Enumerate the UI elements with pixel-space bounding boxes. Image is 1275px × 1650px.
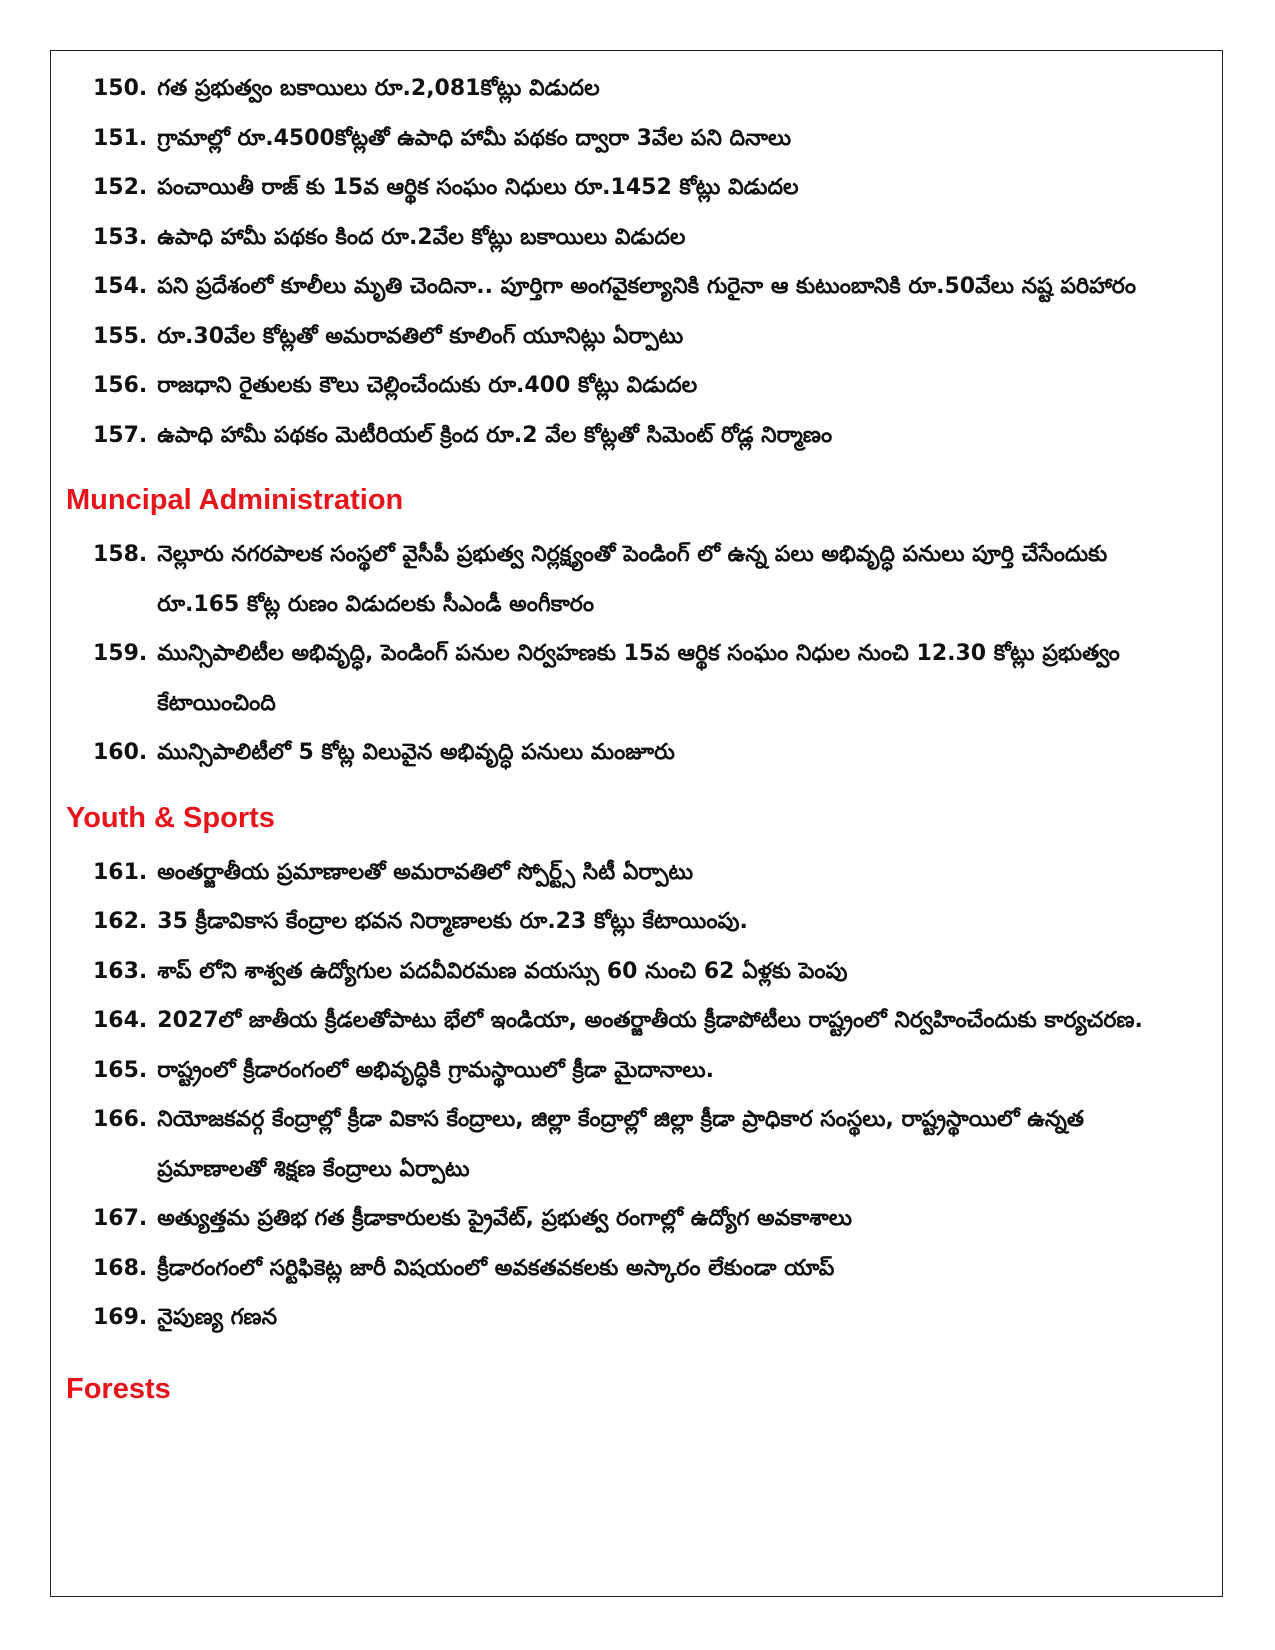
- item-number: 166.: [93, 1107, 148, 1132]
- section-heading-forests: Forests: [66, 1372, 171, 1405]
- item-text: పని ప్రదేశంలో కూలీలు మృతి చెందినా.. పూర్తిగా అంగవైకల్యానికి గురైనా ఆ కుటుంబానికి రూ.50వేలు నష్ట పరిహారం: [157, 274, 1136, 299]
- youth-list: [66, 848, 1196, 1343]
- item-number: 156.: [93, 373, 148, 398]
- item-text: గ్రామాల్లో రూ.4500కోట్లతో ఉపాధి హామీ పథకం ద్వారా 3వేల పని దినాలు: [157, 125, 792, 151]
- item-number: 155.: [93, 323, 148, 349]
- list-item: [66, 411, 1196, 461]
- list-item: [66, 728, 1196, 778]
- section-heading-municipal: Muncipal Administration: [66, 484, 404, 516]
- item-number: 159.: [93, 641, 148, 666]
- list-item: [66, 1293, 1196, 1343]
- item-number: 162.: [93, 909, 148, 934]
- item-number: 158.: [93, 542, 148, 567]
- list-item: [66, 361, 1196, 411]
- item-text: నైపుణ్య గణన: [157, 1305, 278, 1330]
- list-item: [66, 848, 1196, 898]
- list-item: [66, 947, 1196, 997]
- list-item: [66, 996, 1196, 1046]
- item-text: రూ.30వేల కోట్లతో అమరావతిలో కూలింగ్ యూనిట్లు ఏర్పాటు: [157, 323, 684, 349]
- list-item: [66, 1046, 1196, 1096]
- item-text: శాప్ లోని శాశ్వత ఉద్యోగుల పదవీవిరమణ వయస్సు 60 నుంచి 62 ఏళ్లకు పెంపు: [157, 958, 848, 984]
- item-text: రాష్ట్రంలో క్రీడారంగంలో అభివృద్ధికి గ్రామస్థాయిలో క్రీడా మైదానాలు.: [157, 1057, 714, 1083]
- item-text: మున్సిపాలిటీలో 5 కోట్ల విలువైన అభివృద్ధి పనులు మంజూరు: [157, 740, 675, 765]
- list-item: [66, 312, 1196, 362]
- list-item: [66, 629, 1196, 728]
- item-text: రాజధాని రైతులకు కౌలు చెల్లించేందుకు రూ.400 కోట్లు విడుదల: [157, 373, 698, 398]
- section-heading-youth-sports: Youth & Sports: [66, 801, 275, 834]
- item-number: 151.: [93, 125, 148, 151]
- list-item: [66, 1194, 1196, 1244]
- list-item: [66, 114, 1196, 164]
- item-number: 161.: [93, 859, 148, 885]
- item-text: 35 క్రీడావికాస కేంద్రాల భవన నిర్మాణాలకు రూ.23 కోట్లు కేటాయింపు.: [157, 909, 748, 934]
- intro-list: [66, 64, 1196, 460]
- item-number: 168.: [93, 1255, 148, 1281]
- item-text: అత్యుత్తమ ప్రతిభ గత క్రీడాకారులకు ప్రైవేట్, ప్రభుత్వ రంగాల్లో ఉద్యోగ అవకాశాలు: [157, 1206, 852, 1231]
- municipal-list: [66, 530, 1196, 778]
- item-text: ఉపాధి హామీ పథకం మెటీరియల్ క్రింద రూ.2 వేల కోట్లతో సిమెంట్ రోడ్ల నిర్మాణం: [157, 422, 833, 448]
- item-number: 152.: [93, 175, 148, 200]
- item-text: ఉపాధి హామీ పథకం కింద రూ.2వేల కోట్లు బకాయిలు విడుదల: [157, 224, 686, 250]
- document-body: [66, 64, 1196, 1407]
- item-text: 2027లో జాతీయ క్రీడలతోపాటు భేలో ఇండియా, అంతర్జాతీయ క్రీడాపోటీలు రాష్ట్రంలో నిర్వహించేందుకు కార్యచరణ.: [157, 1008, 1143, 1033]
- item-number: 150.: [93, 76, 148, 101]
- item-text: నియోజకవర్గ కేంద్రాల్లో క్రీడా వికాస కేంద్రాలు, జిల్లా కేంద్రాల్లో జిల్లా క్రీడా ప్రాధికార సంస్థలు, రాష్ట్రస్థాయిలో ఉన్నత ప్రమాణాలతో శిక్షణ కేంద్రాలు ఏర్పాటు: [157, 1107, 1084, 1182]
- item-number: 153.: [93, 224, 148, 250]
- list-item: [66, 1095, 1196, 1194]
- list-item: [66, 897, 1196, 947]
- item-text: గత ప్రభుత్వం బకాయిలు రూ.2,081కోట్లు విడుదల: [157, 76, 600, 101]
- item-number: 164.: [93, 1008, 148, 1033]
- item-number: 160.: [93, 740, 148, 765]
- item-number: 167.: [93, 1206, 148, 1231]
- list-item: [66, 213, 1196, 263]
- item-text: పంచాయితీ రాజ్ కు 15వ ఆర్థిక సంఘం నిధులు రూ.1452 కోట్లు విడుదల: [157, 175, 799, 200]
- item-number: 154.: [93, 274, 148, 299]
- item-number: 165.: [93, 1057, 148, 1083]
- item-number: 169.: [93, 1305, 148, 1330]
- list-item: [66, 530, 1196, 629]
- list-item: [66, 1244, 1196, 1294]
- list-item: [66, 64, 1196, 114]
- item-text: మున్సిపాలిటీల అభివృద్ధి, పెండింగ్ పనుల నిర్వహణకు 15వ ఆర్థిక సంఘం నిధుల నుంచి 12.30 కోట్లు ప్రభుత్వం కేటాయించింది: [157, 641, 1120, 716]
- list-item: [66, 262, 1196, 312]
- list-item: [66, 163, 1196, 213]
- item-text: నెల్లూరు నగరపాలక సంస్థలో వైసీపీ ప్రభుత్వ నిర్లక్ష్యంతో పెండింగ్ లో ఉన్న పలు అభివృద్ధి పనులు పూర్తి చేసేందుకు రూ.165 కోట్ల రుణం విడుదలకు సీఎండీ అంగీకారం: [157, 542, 1108, 617]
- item-text: అంతర్జాతీయ ప్రమాణాలతో అమరావతిలో స్పోర్ట్స్ సిటీ ఏర్పాటు: [157, 859, 694, 885]
- item-number: 163.: [93, 958, 148, 984]
- item-text: క్రీడారంగంలో సర్టిఫికెట్ల జారీ విషయంలో అవకతవకలకు అస్కారం లేకుండా యాప్: [157, 1255, 835, 1281]
- item-number: 157.: [93, 422, 148, 448]
